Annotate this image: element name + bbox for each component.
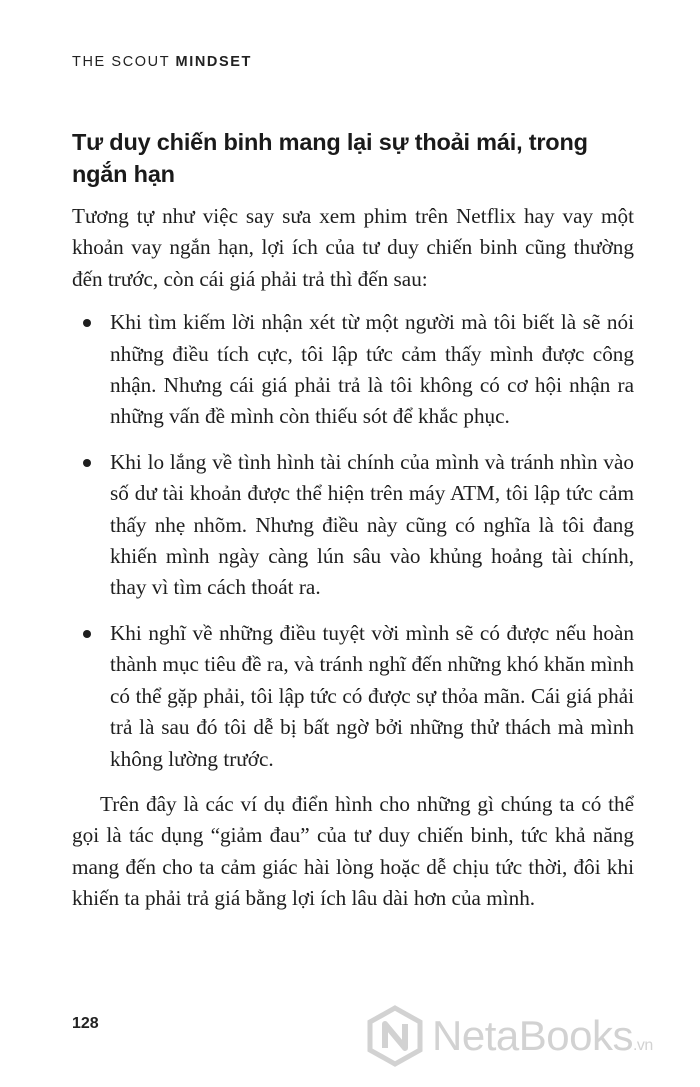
intro-paragraph: Tương tự như việc say sưa xem phim trên Netflix hay vay một khoản vay ngắn hạn, lợi ích của tư duy chiến binh cũng thường đến trước, còn cái giá phải trả thì đến sau: [72, 204, 634, 291]
closing-paragraph: Trên đây là các ví dụ điển hình cho những gì chúng ta có thể gọi là tác dụng “giảm đau” của tư duy chiến binh, tức khả năng mang đến cho ta cảm giác hài lòng hoặc dễ chịu tức thời, đôi khi khiến ta phải trả giá bằng lợi ích lâu dài hơn của mình. [72, 791, 634, 911]
bullet-text: Khi lo lắng về tình hình tài chính của mình và tránh nhìn vào số dư tài khoản được thể hiện trên máy ATM, tôi lập tức cảm thấy nhẹ nhõm. Nhưng điều này cũng có nghĩa là tôi đang khiến mình ngày càng lún sâu vào khủng hoảng tài chính, thay vì tìm cách thoát ra. [110, 449, 634, 600]
section-title: Tư duy chiến binh mang lại sự thoải mái, trong ngắn hạn [72, 129, 588, 187]
running-header-bold: MINDSET [175, 54, 252, 70]
body-text [72, 201, 634, 915]
watermark [366, 1004, 686, 1068]
running-header [72, 54, 252, 70]
bullet-icon [83, 459, 91, 467]
page-number: 128 [72, 1015, 99, 1032]
watermark-text [432, 1012, 653, 1060]
watermark-name: NetaBooks [432, 1012, 633, 1059]
bullet-text: Khi tìm kiếm lời nhận xét từ một người mà tôi biết là sẽ nói những điều tích cực, tôi lập tức cảm thấy mình được công nhận. Nhưng cái giá phải trả là tôi không có cơ hội nhận ra những vấn đề mình còn thiếu sót để khắc phục. [110, 310, 634, 429]
netabooks-logo-icon [366, 1005, 424, 1067]
bullet-icon [83, 319, 91, 327]
bullet-item [72, 307, 634, 433]
bullet-icon [83, 630, 91, 638]
watermark-suffix: .vn [632, 1037, 653, 1054]
running-header-regular: THE SCOUT [72, 54, 176, 70]
bullet-item [72, 618, 634, 775]
bullet-text: Khi nghĩ về những điều tuyệt vời mình sẽ có được nếu hoàn thành mục tiêu đề ra, và tránh nghĩ đến những khó khăn mình có thể gặp phải, tôi lập tức có được sự thỏa mãn. Cái giá phải trả là sau đó tôi dễ bị bất ngờ bởi những thử thách mà mình không lường trước. [110, 620, 634, 771]
bullet-item [72, 447, 634, 604]
bullet-list [72, 307, 634, 775]
